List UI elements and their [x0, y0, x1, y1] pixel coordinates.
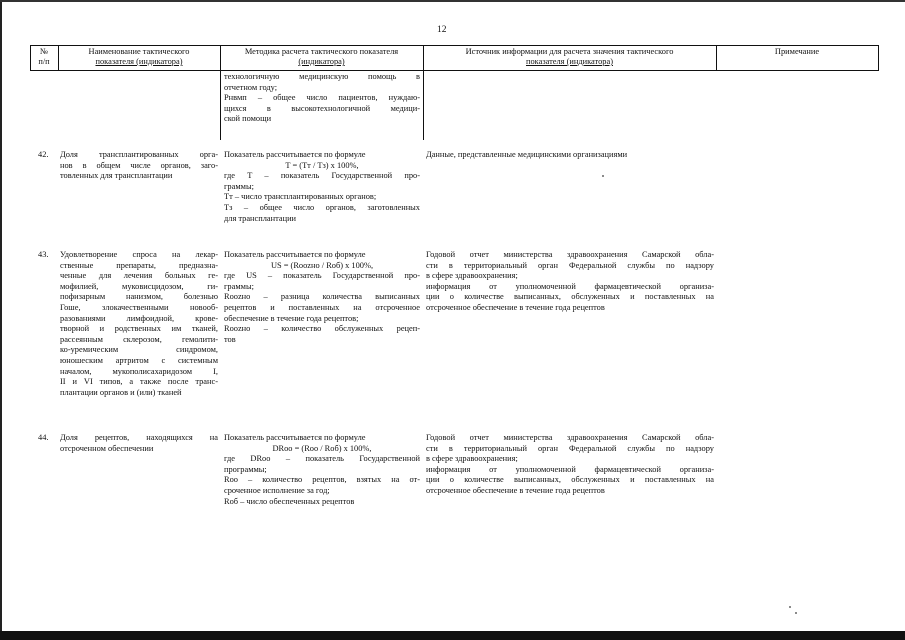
header-source-line: Источник информации для расчета значения тактического — [465, 47, 674, 56]
text-line: отсроченное обеспечение в течение года рецептов — [426, 302, 605, 312]
text-line: отсроченное обеспечение в течение года рецептов — [426, 485, 605, 495]
text-line: программы; — [224, 464, 267, 474]
text-line: щихся в высокотехнологичной медици- — [224, 103, 420, 113]
text-line: пофизарным нанизмом, болезнью — [60, 292, 218, 302]
header-num-line: № — [40, 47, 48, 56]
text-line: Удовлетворение спроса на лекар- — [60, 250, 218, 259]
row-43-name-cell — [60, 250, 218, 398]
text-line: в сфере здравоохранения; — [426, 454, 518, 464]
header-num — [30, 47, 58, 67]
text-line: товленных для трансплантации — [60, 171, 173, 181]
header-method-line: (индикатора) — [298, 57, 345, 66]
text-line: граммы; — [224, 281, 254, 291]
header-method — [220, 47, 423, 67]
header-name-line: показателя (индикатора) — [95, 57, 183, 66]
table-header-bottom-border — [30, 70, 879, 71]
text-line: Доля рецептов, находящихся на — [60, 433, 218, 442]
text-line: сти в территориальный орган Федеральной службы по надзору — [426, 443, 714, 453]
row-42-number: 42. — [38, 150, 49, 159]
text-line: ции о количестве выписанных, обслуженных и поставленных на — [426, 292, 714, 302]
text-line: ко-уремическим синдромом, — [60, 345, 218, 355]
continuation-method-cell — [224, 72, 420, 125]
text-line: рецептов и поставленных на отсроченное — [224, 302, 420, 312]
row-44-name-cell — [60, 433, 218, 454]
text-line: сроченное исполнение за год; — [224, 485, 330, 495]
text-line: разованиями лимфоидной, крове- — [60, 313, 218, 323]
formula-line: US = (Rоozно / Rоб) x 100%, — [270, 260, 374, 270]
scan-speck — [602, 175, 604, 177]
text-line: II и VI типов, а также после транс- — [60, 377, 218, 387]
text-line: информация от уполномоченной фармацевтической организа- — [426, 464, 714, 474]
text-line: ченные для лечения больных ге- — [60, 271, 218, 281]
scan-speck — [789, 606, 791, 608]
scan-top-edge — [0, 0, 905, 2]
text-line: в сфере здравоохранения; — [426, 271, 518, 281]
text-line: обеспечение в течение года рецептов; — [224, 313, 359, 323]
text-line: Показатель рассчитывается по формуле — [224, 250, 366, 259]
row-42-name-cell — [60, 150, 218, 182]
header-method-line: Методика расчета тактического показателя — [244, 47, 399, 56]
row-43-source-cell — [426, 250, 714, 314]
text-line: информация от уполномоченной фармацевтической организа- — [426, 281, 714, 291]
text-line: Rоozно – разница количества выписанных — [224, 292, 420, 302]
text-line: Гоше, злокачественными новооб- — [60, 302, 218, 312]
text-line: Годовой отчет министерства здравоохранения Самарской обла- — [426, 433, 714, 442]
text-line: Показатель рассчитывается по формуле — [224, 433, 366, 442]
text-line: Показатель рассчитывается по формуле — [224, 150, 366, 159]
table-header-top-border — [30, 45, 879, 46]
row-44-number: 44. — [38, 433, 49, 442]
row-44-source-cell — [426, 433, 714, 497]
row-42-source-cell — [426, 150, 714, 161]
row-42-method-cell — [224, 150, 420, 224]
text-line: юношеским артритом с системным — [60, 355, 218, 365]
text-line: граммы; — [224, 181, 254, 191]
column-divider — [878, 45, 879, 71]
scan-bottom-edge — [0, 631, 905, 640]
formula-line: T = (Tт / Tз) x 100%, — [285, 160, 359, 170]
text-line: Tт – число трансплантированных органов; — [224, 192, 377, 202]
text-line: Rоо – количество рецептов, взятых на от- — [224, 475, 420, 485]
row-43-number: 43. — [38, 250, 49, 259]
text-line: сти в территориальный орган Федеральной службы по надзору — [426, 260, 714, 270]
text-line: технологичную медицинскую помощь в — [224, 72, 420, 81]
header-source-line: показателя (индикатора) — [525, 57, 613, 66]
scan-left-edge — [0, 0, 2, 640]
row-44-method-cell — [224, 433, 420, 507]
text-line: Доля трансплантированных орга- — [60, 150, 218, 159]
text-line: Rоб – число обеспеченных рецептов — [224, 496, 355, 506]
text-line: для трансплантации — [224, 213, 297, 223]
text-line: ственные препараты, предназна- — [60, 260, 218, 270]
text-line: Rоozно – количество обслуженных рецеп- — [224, 324, 420, 334]
text-line: тов — [224, 334, 236, 344]
header-name — [58, 47, 220, 67]
text-line: рассеянным склерозом, гемолити- — [60, 334, 218, 344]
page-number: 12 — [437, 25, 447, 35]
text-line: ской помощи — [224, 114, 272, 124]
text-line: где DRоо – показатель Государственной — [224, 454, 420, 464]
text-line: плантации органов и (или) тканей — [60, 387, 182, 397]
text-line: началом, мукополисахаридозом I, — [60, 366, 218, 376]
text-line: Данные, представленные медицинскими организациями — [426, 150, 628, 159]
text-line: Годовой отчет министерства здравоохранения Самарской обла- — [426, 250, 714, 259]
scan-speck — [795, 612, 797, 614]
formula-line: DRоо = (Rоо / Rоб) x 100%, — [272, 443, 372, 453]
header-name-line: Наименование тактического — [88, 47, 190, 56]
text-line: отсроченном обеспечении — [60, 443, 154, 453]
text-line: где US – показатель Государственной про- — [224, 271, 420, 281]
text-line: мофилией, муковисцидозом, ги- — [60, 281, 218, 291]
row-43-method-cell — [224, 250, 420, 345]
text-line: отчетном году; — [224, 82, 278, 92]
text-line: творной и родственных им тканей, — [60, 324, 218, 334]
text-line: Tз – общее число органов, заготовленных — [224, 202, 420, 212]
text-line: где T – показатель Государственной про- — [224, 171, 420, 181]
header-num-line: п/п — [38, 57, 50, 66]
text-line: ции о количестве выписанных, обслуженных и поставленных на — [426, 475, 714, 485]
header-note-line: Примечание — [774, 47, 820, 56]
header-source — [423, 47, 716, 67]
text-line: нов в общем числе органов, заго- — [60, 160, 218, 170]
header-note — [716, 47, 878, 57]
text-line: Pнвмп – общее число пациентов, нуждаю- — [224, 93, 420, 103]
